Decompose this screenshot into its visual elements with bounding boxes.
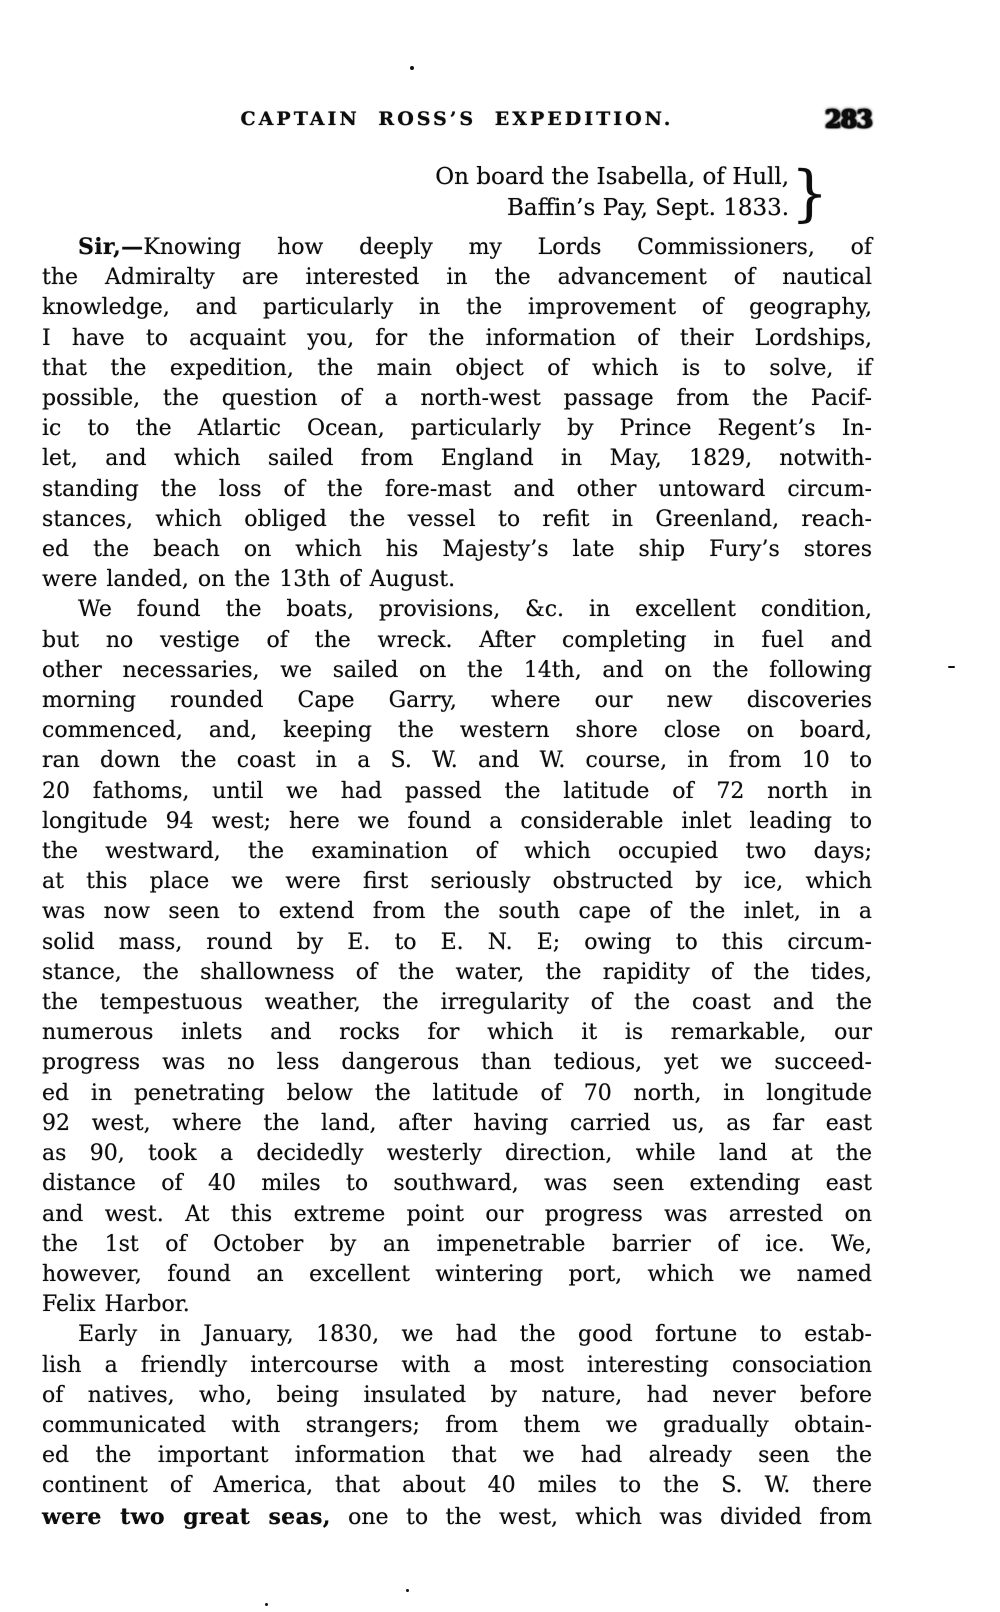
text-line: were landed, on the 13th of August. [42,567,456,593]
paragraph [42,595,872,1320]
text-line: solid mass, round by E. to E. N. E; owing to this circum- [42,929,872,955]
running-header [42,104,872,138]
text-line: knowledge, and particularly in the improvement of geography, [42,295,872,321]
text-line: other necessaries, we sailed on the 14th, and on the following [42,657,872,683]
text-line: the tempestuous weather, the irregularity of the coast and the [42,990,872,1016]
text-line: the westward, the examination of which occupied two days; [42,839,872,865]
paragraph [42,1320,872,1532]
paragraph [42,232,872,595]
text-line: were two great seas, one to the west, which was divided from [42,1503,872,1530]
text-line: was now seen to extend from the south cape of the inlet, in a [42,899,872,925]
dateline-line1: On board the Isabella, of Hull, [435,164,790,190]
text-line: Felix Harbor. [42,1292,190,1318]
text-line: ed the beach on which his Majesty’s late ship Fury’s stores [42,537,872,563]
text-line: We found the boats, provisions, &c. in excellent condition, [78,597,872,623]
text-line: communicated with strangers; from them we gradually obtain- [42,1412,872,1438]
text-line: at this place we were first seriously obstructed by ice, which [42,869,872,895]
text-line: the 1st of October by an impenetrable barrier of ice. We, [42,1231,872,1257]
text-line: Sir,—Knowing how deeply my Lords Commissioners, of [78,234,872,260]
text-line: stance, the shallowness of the water, the rapidity of the tides, [42,959,872,985]
text-line: continent of America, that about 40 miles to the S. W. there [42,1473,872,1499]
text-line: and west. At this extreme point our progress was arrested on [42,1201,872,1227]
text-line: distance of 40 miles to southward, was seen extending east [42,1171,872,1197]
text-line: I have to acquaint you, for the information of their Lordships, [42,325,872,351]
dateline-brace: } [791,157,828,229]
text-line: progress was no less dangerous than tedious, yet we succeed- [42,1050,872,1076]
text-line: lish a friendly intercourse with a most interesting consociation [42,1352,872,1378]
text-line: longitude 94 west; here we found a considerable inlet leading to [42,808,872,834]
text-line: as 90, took a decidedly westerly direction, while land at the [42,1141,872,1167]
text-line: ed the important information that we had already seen the [42,1443,872,1469]
ink-speck [265,1603,268,1606]
running-title: CAPTAIN ROSS’S EXPEDITION. [240,108,674,130]
text-line: ed in penetrating below the latitude of 70 north, in longitude [42,1080,872,1106]
ink-speck [406,1589,409,1592]
letter-body [42,232,872,1533]
text-line: however, found an excellent wintering port, which we named [42,1261,872,1287]
text-line: ran down the coast in a S. W. and W. course, in from 10 to [42,748,872,774]
text-line: but no vestige of the wreck. After completing in fuel and [42,627,872,653]
text-line: of natives, who, being insulated by nature, had never before [42,1382,872,1408]
text-line: 20 fathoms, until we had passed the latitude of 72 north in [42,778,872,804]
text-line: that the expedition, the main object of which is to solve, if [42,355,872,381]
text-line: the Admiralty are interested in the advancement of nautical [42,265,872,291]
text-line: standing the loss of the fore-mast and other untoward circum- [42,476,872,502]
ink-speck [410,66,414,70]
page-number: 283 [824,104,872,133]
text-line: numerous inlets and rocks for which it is remarkable, our [42,1020,872,1046]
text-line: morning rounded Cape Garry, where our new discoveries [42,688,872,714]
text-line: possible, the question of a north-west passage from the Pacif- [42,386,872,412]
dateline-line2: Baffin’s Pay, Sept. 1833. [507,195,790,221]
text-line: let, and which sailed from England in May, 1829, notwith- [42,446,872,472]
letter-dateline [42,157,828,229]
text-line: Early in January, 1830, we had the good fortune to estab- [78,1322,872,1348]
text-line: ic to the Atlartic Ocean, particularly by Prince Regent’s In- [42,416,872,442]
text-line: 92 west, where the land, after having carried us, as far east [42,1110,872,1136]
text-line: stances, which obliged the vessel to refit in Greenland, reach- [42,506,872,532]
text-line: commenced, and, keeping the western shore close on board, [42,718,872,744]
ink-speck [948,666,955,668]
